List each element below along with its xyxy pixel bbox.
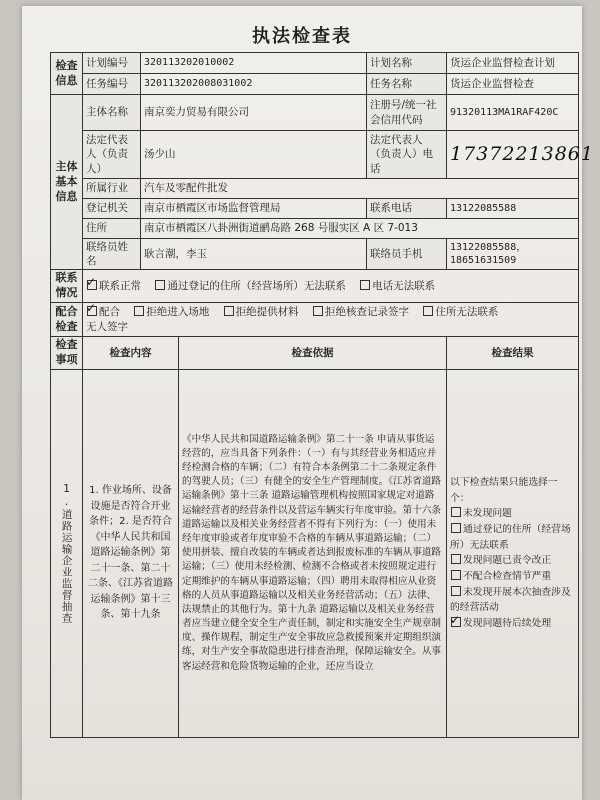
coop-option-refuse-materials[interactable]	[223, 306, 299, 318]
checkbox-checked-icon[interactable]	[87, 280, 97, 290]
coop-option-label: 拒绝核查记录签字	[325, 306, 410, 319]
task-name-label: 任务名称	[367, 74, 447, 95]
task-no-value: 320113202008031002	[141, 74, 367, 95]
section-contact-status: 联系情况	[51, 270, 83, 303]
address-label: 住所	[83, 219, 141, 239]
plan-no-value: 320113202010002	[141, 53, 367, 74]
plan-name-label: 计划名称	[367, 53, 447, 74]
checkbox-checked-icon[interactable]	[87, 306, 97, 316]
section-inspection-info: 检查信息	[51, 53, 83, 95]
liaison-mobile-value: 13122085588，18651631509	[447, 239, 579, 270]
section-cooperation: 配合检查	[51, 303, 83, 337]
legal-rep-phone-label: 法定代表人（负责人）电话	[367, 131, 447, 179]
contact-option-phone[interactable]	[359, 280, 435, 292]
page-title: 执法检查表	[252, 26, 352, 47]
contact-option-label: 电话无法联系	[372, 280, 436, 293]
contact-option-label: 联系正常	[99, 280, 141, 293]
check-results	[447, 369, 579, 737]
result-option-corrected[interactable]	[450, 553, 575, 569]
check-basis-header: 检查依据	[179, 337, 447, 370]
legal-rep-phone-value: 17372213861	[447, 131, 579, 179]
legal-rep-label: 法定代表人（负责人）	[83, 131, 141, 179]
result-option-noncooperation[interactable]	[450, 569, 575, 585]
plan-no-label: 计划编号	[83, 53, 141, 74]
coop-option-label: 拒绝提供材料	[235, 306, 299, 319]
result-option-label: 发现问题待后续处理	[463, 617, 552, 629]
legal-rep-value: 汤少山	[141, 131, 367, 179]
inspection-form-table	[50, 52, 594, 738]
cooperation-options	[83, 303, 579, 337]
contact-phone-value: 13122085588	[447, 199, 579, 219]
coop-option-cooperate[interactable]	[86, 306, 120, 318]
checkbox-icon[interactable]	[360, 280, 370, 290]
authority-label: 登记机关	[83, 199, 141, 219]
checkbox-checked-icon[interactable]	[451, 617, 461, 627]
result-option-follow-up[interactable]	[450, 616, 575, 632]
industry-label: 所属行业	[83, 179, 141, 199]
checkbox-icon[interactable]	[313, 306, 323, 316]
checkbox-icon[interactable]	[423, 306, 433, 316]
result-option-no-issue[interactable]	[450, 506, 575, 522]
check-item-label: 1.道路运输企业监督抽查	[60, 482, 73, 624]
contact-option-label: 通过登记的住所（经营场所）无法联系	[167, 280, 346, 293]
contact-phone-label: 联系电话	[367, 199, 447, 219]
result-option-no-activity[interactable]	[450, 585, 575, 616]
checkbox-icon[interactable]	[451, 507, 461, 517]
checkbox-icon[interactable]	[155, 280, 165, 290]
coop-option-label: 配合	[99, 306, 120, 319]
result-intro: 以下检查结果只能选择一个：	[450, 476, 558, 504]
reg-code-label: 注册号/统一社会信用代码	[367, 95, 447, 131]
coop-option-label: 住所无法联系	[435, 306, 499, 319]
coop-option-address-unreachable[interactable]	[422, 306, 498, 318]
reg-code-value: 91320113MA1RAF420C	[447, 95, 579, 131]
contact-option-address[interactable]	[154, 280, 346, 292]
contact-option-normal[interactable]	[86, 280, 141, 292]
coop-option-label: 拒绝进入场地	[146, 306, 210, 319]
liaison-name-label: 联络员姓名	[83, 239, 141, 270]
industry-value: 汽车及零配件批发	[141, 179, 579, 199]
subject-name-value: 南京奕力贸易有限公司	[141, 95, 367, 131]
checkbox-icon[interactable]	[134, 306, 144, 316]
subject-name-label: 主体名称	[83, 95, 141, 131]
checkbox-icon[interactable]	[451, 570, 461, 580]
result-option-unreachable[interactable]	[450, 522, 575, 553]
result-option-label: 不配合检查情节严重	[463, 570, 552, 582]
authority-value: 南京市栖霞区市场监督管理局	[141, 199, 367, 219]
result-option-label: 发现问题已责令改正	[463, 555, 552, 567]
coop-option-refuse-entry[interactable]	[133, 306, 209, 318]
section-check-items: 检查事项	[51, 337, 83, 370]
task-name-value: 货运企业监督检查	[447, 74, 579, 95]
result-option-label: 未发现开展本次抽查涉及的经营活动	[450, 586, 571, 614]
result-option-label: 通过登记的住所（经营场所）无法联系	[450, 523, 571, 551]
document-page	[22, 6, 594, 800]
checkbox-icon[interactable]	[451, 586, 461, 596]
check-result-header: 检查结果	[447, 337, 579, 370]
checkbox-icon[interactable]	[451, 554, 461, 564]
check-item-cell	[51, 369, 83, 737]
liaison-name-value: 耿言潮，李玉	[141, 239, 367, 270]
plan-name-value: 货运企业监督检查计划	[447, 53, 579, 74]
section-subject-info: 主体基本信息	[51, 95, 83, 270]
result-option-label: 未发现问题	[463, 508, 512, 520]
contact-status-options	[83, 270, 579, 303]
checkbox-icon[interactable]	[451, 523, 461, 533]
task-no-label: 任务编号	[83, 74, 141, 95]
liaison-mobile-label: 联络员手机	[367, 239, 447, 270]
address-value: 南京市栖霞区八卦洲街道鹂岛路 268 号服实区 A 区 7-013	[141, 219, 579, 239]
check-basis-value: 《中华人民共和国道路运输条例》第二十一条 申请从事货运经营的，应当具备下列条件：（一）有与其经营业务相适应并经检测合格的车辆；（二）有符合本条例第二十二条规定条件的驾驶人员；（三）有健全的安全生产管理制度。《江苏省道路运输条例》第十三条 道路运输管理机构按照国家规定对道路运输经营者的经营条件以及营运车辆实行年度审验。第十六条 道路运输以及相关业务经营者不得有下列行为：（一）使用未经年度审验或者年度审验不合格的车辆从事道路运输；（二）使用拼装、擅自改装的车辆或者达到报废标准的车辆从事道路运输；（三）使用未经检测、检测不合格或者未按照规定进行定期维护的车辆从事道路运输；（四）聘用未取得相应从业资格的人员从事道路运输以及相关业务经营活动；（五）法律、法规禁止的其他行为。第十九条 道路运输以及相关业务经营者应当建立健全安全生产责任制，制定和实施安全生产规章制度、操作规程，制定生产安全事故应急救援预案并定期组织演练，对生产安全事故隐患进行排查治理，保障运输安全。从事客运经营和危险货物运输的企业，还应当设立	[179, 369, 447, 737]
checkbox-icon[interactable]	[224, 306, 234, 316]
check-content-value: 1. 作业场所、设备设施是否符合开业条件；2. 是否符合《中华人民共和国道路运输条例》第二十一条、第二十二条、《江苏省道路运输条例》第十三条、第十九条	[83, 369, 179, 737]
coop-extra-note: 无人签字	[86, 320, 128, 333]
check-content-header: 检查内容	[83, 337, 179, 370]
coop-option-refuse-sign[interactable]	[312, 306, 409, 318]
